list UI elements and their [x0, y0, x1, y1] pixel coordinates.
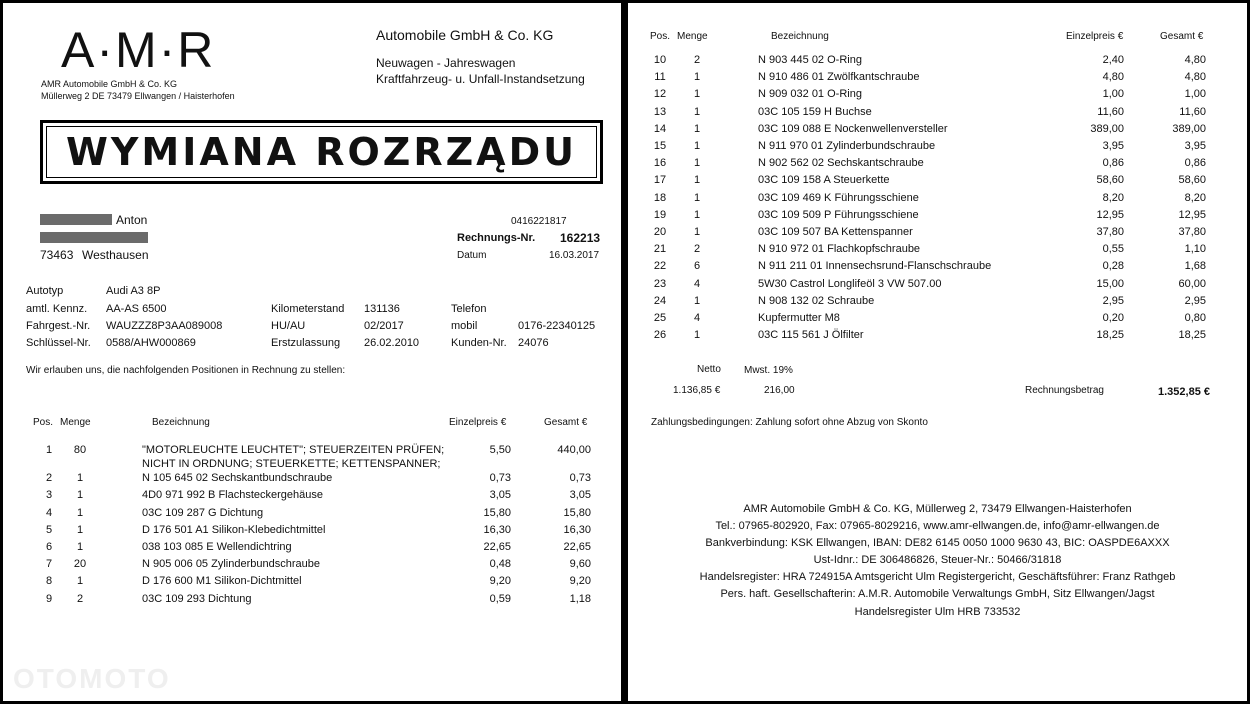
item-gesamt: 389,00	[1172, 122, 1206, 135]
table-row	[628, 174, 1247, 191]
fahrgest-value: WAUZZZ8P3AA089008	[106, 320, 223, 332]
item-bezeichnung: N 911 970 01 Zylinderbundschraube	[758, 140, 936, 152]
footer-line: Handelsregister: HRA 724915A Amtsgericht Ulm Registergericht, Geschäftsführer: Franz Rathgeb	[699, 571, 1176, 584]
footer-line: AMR Automobile GmbH & Co. KG, Müllerweg 2, 73479 Ellwangen-Haisterhofen	[743, 503, 1132, 515]
telefon-label: Telefon	[451, 303, 487, 315]
item-gesamt: 2,95	[1184, 294, 1206, 307]
item-menge: 1	[693, 140, 701, 152]
item-bezeichnung: N 911 211 01 Innensechsrund-Flanschschraube	[758, 260, 992, 273]
item-pos: 26	[653, 329, 667, 342]
table-header	[3, 417, 621, 434]
item-bezeichnung: D 176 501 A1 Silikon-Klebedichtmittel	[142, 523, 326, 536]
item-einzelpreis: 0,59	[489, 592, 511, 605]
item-menge: 80	[73, 444, 87, 456]
sender-line-1: AMR Automobile GmbH & Co. KG	[41, 79, 178, 89]
item-gesamt: 0,73	[569, 472, 591, 485]
item-gesamt: 1,10	[1184, 243, 1206, 256]
footer-line: Tel.: 07965-802920, Fax: 07965-8029216, www.amr-ellwangen.de, info@amr-ellwangen.de	[715, 520, 1160, 533]
item-menge: 1	[693, 105, 701, 118]
item-pos: 19	[653, 208, 667, 221]
customer-zip: 73463	[40, 248, 74, 262]
item-gesamt: 9,20	[569, 575, 591, 588]
item-menge: 4	[693, 277, 701, 290]
table-row	[628, 226, 1247, 243]
item-menge: 20	[73, 558, 87, 571]
footer-line: Pers. haft. Gesellschafterin: A.M.R. Automobile Verwaltungs GmbH, Sitz Ellwangen/Jagst	[720, 588, 1155, 601]
autotyp-value: Audi A3 8P	[106, 285, 161, 297]
table-row	[628, 140, 1247, 157]
item-pos: 12	[653, 88, 667, 101]
item-gesamt: 1,00	[1184, 88, 1206, 101]
customer-phone: 0416221817	[511, 216, 567, 227]
item-bezeichnung: 03C 109 293 Dichtung	[142, 592, 252, 605]
table-row	[3, 541, 621, 558]
invoice-number: 162213	[560, 231, 601, 245]
company-name: Automobile GmbH & Co. KG	[376, 27, 554, 43]
item-menge: 2	[693, 243, 701, 256]
item-pos: 8	[45, 575, 53, 588]
table-row	[628, 329, 1247, 346]
table-row	[628, 260, 1247, 277]
item-menge: 2	[76, 592, 84, 605]
netto-value: 1.136,85 €	[673, 385, 721, 396]
company-tagline-2: Kraftfahrzeug- u. Unfall-Instandsetzung	[376, 72, 585, 86]
item-menge: 1	[76, 523, 84, 536]
total-value: 1.352,85 €	[1158, 386, 1210, 398]
item-einzelpreis: 0,28	[1102, 260, 1124, 273]
item-einzelpreis: 2,40	[1102, 54, 1124, 66]
hu-value: 02/2017	[364, 320, 404, 332]
table-row	[628, 106, 1247, 123]
item-einzelpreis: 58,60	[1096, 174, 1124, 187]
footer-line: Handelsregister Ulm HRB 733532	[854, 605, 1021, 618]
table-row	[628, 88, 1247, 105]
company-footer	[628, 501, 1247, 621]
item-menge: 1	[693, 122, 701, 135]
sender-line-2: Müllerweg 2 DE 73479 Ellwangen / Haisterhofen	[41, 91, 235, 101]
item-bezeichnung: 4D0 971 992 B Flachsteckergehäuse	[142, 489, 324, 502]
item-bezeichnung: N 910 486 01 Zwölfkantschraube	[758, 71, 920, 84]
item-einzelpreis: 3,05	[489, 489, 511, 502]
item-gesamt: 37,80	[1178, 226, 1206, 238]
table-row	[3, 575, 621, 592]
item-bezeichnung: "MOTORLEUCHTE LEUCHTET"; STEUERZEITEN PRÜFEN;	[142, 444, 445, 456]
date-label: Datum	[457, 250, 487, 261]
item-menge: 1	[693, 71, 701, 84]
col-bezeichnung: Bezeichnung	[771, 31, 829, 42]
item-gesamt: 11,60	[1179, 105, 1206, 118]
item-pos: 1	[45, 444, 53, 456]
item-bezeichnung: 03C 109 158 A Steuerkette	[758, 174, 890, 187]
autotyp-label: Autotyp	[26, 285, 64, 297]
table-row	[628, 192, 1247, 209]
item-bezeichnung: N 909 032 01 O-Ring	[758, 88, 862, 101]
table-row	[3, 593, 621, 610]
item-menge: 1	[693, 191, 701, 204]
item-pos: 21	[653, 243, 667, 256]
item-menge: 6	[693, 260, 701, 273]
item-pos: 15	[653, 140, 667, 152]
item-einzelpreis: 15,80	[483, 506, 511, 519]
item-bezeichnung: D 176 600 M1 Silikon-Dichtmittel	[142, 575, 302, 588]
total-label: Rechnungsbetrag	[1025, 385, 1104, 396]
item-bezeichnung: Kupfermutter M8	[758, 312, 840, 324]
item-bezeichnung: 03C 115 561 J Ölfilter	[758, 329, 864, 342]
item-bezeichnung: NICHT IN ORDNUNG; STEUERKETTE; KETTENSPANNER;	[142, 458, 441, 470]
item-gesamt: 1,68	[1184, 260, 1206, 273]
col-einzelpreis: Einzelpreis €	[449, 417, 507, 428]
item-pos: 2	[45, 472, 53, 485]
item-gesamt: 0,86	[1184, 157, 1206, 170]
table-row	[628, 278, 1247, 295]
netto-label: Netto	[697, 364, 721, 375]
table-row	[3, 558, 621, 575]
item-pos: 10	[653, 54, 667, 66]
item-pos: 4	[45, 506, 53, 519]
item-bezeichnung: 03C 109 088 E Nockenwellenversteller	[758, 122, 948, 135]
item-einzelpreis: 1,00	[1102, 88, 1124, 101]
kennz-value: AA-AS 6500	[106, 303, 167, 315]
footer-line: Bankverbindung: KSK Ellwangen, IBAN: DE82 6145 0050 1000 9630 43, BIC: OASPDE6AXXX	[705, 537, 1170, 550]
invoice-page-right	[628, 3, 1247, 701]
item-einzelpreis: 2,95	[1102, 294, 1124, 307]
schluessel-value: 0588/AHW000869	[106, 337, 196, 349]
km-label: Kilometerstand	[271, 303, 345, 315]
item-menge: 1	[693, 226, 701, 238]
col-gesamt: Gesamt €	[544, 417, 588, 428]
item-gesamt: 22,65	[563, 541, 591, 553]
item-bezeichnung: 03C 105 159 H Buchse	[758, 105, 872, 118]
item-gesamt: 440,00	[557, 444, 591, 456]
item-einzelpreis: 5,50	[489, 444, 511, 456]
item-pos: 17	[653, 174, 667, 187]
customer-city: Westhausen	[82, 248, 149, 262]
item-bezeichnung: 038 103 085 E Wellendichtring	[142, 541, 292, 553]
table-row	[3, 524, 621, 541]
item-pos: 18	[653, 191, 667, 204]
table-row	[628, 157, 1247, 174]
table-row	[628, 123, 1247, 140]
item-einzelpreis: 4,80	[1102, 71, 1124, 84]
footer-line: Ust-Idnr.: DE 306486826, Steuer-Nr.: 50466/31818	[813, 554, 1062, 567]
table-header	[628, 31, 1247, 48]
col-gesamt: Gesamt €	[1160, 31, 1204, 42]
item-bezeichnung: 03C 109 287 G Dichtung	[142, 506, 264, 519]
kunden-nr-value: 24076	[518, 337, 549, 349]
item-gesamt: 18,25	[1178, 329, 1206, 342]
item-einzelpreis: 389,00	[1090, 122, 1124, 135]
item-bezeichnung: N 910 972 01 Flachkopfschraube	[758, 243, 921, 256]
item-pos: 6	[45, 541, 53, 553]
item-gesamt: 4,80	[1184, 71, 1206, 84]
mwst-value: 216,00	[764, 385, 795, 396]
item-bezeichnung: N 105 645 02 Sechskantbundschraube	[142, 472, 333, 485]
item-menge: 1	[76, 472, 84, 485]
title-banner	[40, 120, 603, 184]
item-gesamt: 60,00	[1178, 277, 1206, 290]
col-einzelpreis: Einzelpreis €	[1066, 31, 1124, 42]
km-value: 131136	[364, 303, 400, 315]
table-row	[3, 507, 621, 524]
item-bezeichnung: N 908 132 02 Schraube	[758, 294, 875, 307]
item-menge: 1	[693, 208, 701, 221]
item-einzelpreis: 18,25	[1096, 329, 1124, 342]
title-banner-text: WYMIANA ROZRZĄDU	[66, 130, 577, 174]
item-gesamt: 8,20	[1184, 191, 1206, 204]
table-row	[628, 295, 1247, 312]
table-row	[3, 472, 621, 489]
item-pos: 24	[653, 294, 667, 307]
kennz-label: amtl. Kennz.	[26, 303, 88, 315]
item-einzelpreis: 22,65	[483, 541, 511, 553]
item-pos: 20	[653, 226, 667, 238]
item-bezeichnung: 5W30 Castrol Longlifeöl 3 VW 507.00	[758, 277, 942, 290]
item-einzelpreis: 8,20	[1102, 191, 1124, 204]
mobil-value: 0176-22340125	[518, 320, 596, 332]
table-row	[628, 209, 1247, 226]
item-einzelpreis: 9,20	[489, 575, 511, 588]
schluessel-label: Schlüssel-Nr.	[26, 337, 91, 349]
item-pos: 14	[653, 122, 667, 135]
ez-value: 26.02.2010	[364, 337, 420, 349]
item-einzelpreis: 12,95	[1096, 208, 1124, 221]
item-einzelpreis: 0,55	[1102, 243, 1124, 256]
item-bezeichnung: 03C 109 507 BA Kettenspanner	[758, 226, 913, 238]
item-bezeichnung: 03C 109 469 K Führungsschiene	[758, 191, 919, 204]
item-gesamt: 3,95	[1184, 140, 1206, 152]
item-bezeichnung: 03C 109 509 P Führungsschiene	[758, 208, 919, 221]
item-einzelpreis: 37,80	[1096, 226, 1124, 238]
item-gesamt: 15,80	[563, 506, 591, 519]
item-einzelpreis: 0,86	[1102, 157, 1124, 170]
item-gesamt: 1,18	[569, 592, 591, 605]
company-tagline-1: Neuwagen - Jahreswagen	[376, 56, 516, 70]
item-bezeichnung: N 905 006 05 Zylinderbundschraube	[142, 558, 320, 571]
redacted-street	[40, 232, 148, 243]
item-gesamt: 58,60	[1178, 174, 1206, 187]
intro-text: Wir erlauben uns, die nachfolgenden Positionen in Rechnung zu stellen:	[26, 365, 346, 376]
table-row	[628, 54, 1247, 71]
col-menge: Menge	[677, 31, 708, 42]
item-einzelpreis: 0,20	[1102, 312, 1124, 324]
kunden-nr-label: Kunden-Nr.	[451, 337, 507, 349]
hu-label: HU/AU	[271, 320, 306, 332]
redacted-surname	[40, 214, 112, 225]
item-pos: 11	[654, 71, 666, 84]
item-menge: 1	[76, 575, 84, 588]
item-pos: 5	[45, 523, 53, 536]
fahrgest-label: Fahrgest.-Nr.	[26, 320, 91, 332]
item-gesamt: 4,80	[1184, 54, 1206, 66]
company-logo: A·M·R	[61, 22, 216, 78]
item-pos: 22	[653, 260, 667, 273]
item-einzelpreis: 11,60	[1097, 105, 1124, 118]
item-menge: 1	[76, 541, 84, 553]
item-gesamt: 9,60	[569, 558, 591, 571]
item-pos: 16	[653, 157, 667, 170]
item-menge: 1	[693, 88, 701, 101]
item-menge: 4	[693, 312, 701, 324]
item-pos: 23	[653, 277, 667, 290]
item-menge: 1	[693, 157, 701, 170]
invoice-page-left	[3, 3, 621, 701]
item-menge: 1	[693, 174, 701, 187]
item-gesamt: 12,95	[1178, 208, 1206, 221]
item-einzelpreis: 0,48	[489, 558, 511, 571]
table-row	[3, 489, 621, 506]
item-gesamt: 3,05	[569, 489, 591, 502]
invoice-number-label: Rechnungs-Nr.	[457, 232, 536, 244]
col-bezeichnung: Bezeichnung	[152, 417, 210, 428]
item-einzelpreis: 0,73	[489, 472, 511, 485]
item-menge: 1	[76, 506, 84, 519]
item-pos: 7	[45, 558, 53, 571]
item-pos: 3	[45, 489, 53, 502]
item-einzelpreis: 3,95	[1102, 140, 1124, 152]
item-pos: 13	[653, 105, 667, 118]
item-menge: 1	[693, 329, 701, 342]
col-pos: Pos.	[650, 31, 671, 42]
customer-name: Anton	[116, 213, 148, 227]
col-pos: Pos.	[33, 417, 54, 428]
item-gesamt: 16,30	[563, 523, 591, 536]
item-pos: 9	[45, 592, 53, 605]
item-pos: 25	[653, 312, 667, 324]
watermark: OTOMOTO	[13, 663, 171, 694]
ez-label: Erstzulassung	[271, 337, 341, 349]
item-einzelpreis: 15,00	[1096, 277, 1124, 290]
item-bezeichnung: N 902 562 02 Sechskantschraube	[758, 157, 924, 170]
table-row	[628, 243, 1247, 260]
item-menge: 1	[693, 294, 701, 307]
item-bezeichnung: N 903 445 02 O-Ring	[758, 54, 862, 66]
item-menge: 2	[693, 54, 701, 66]
payment-terms: Zahlungsbedingungen: Zahlung sofort ohne Abzug von Skonto	[651, 417, 928, 428]
mwst-label: Mwst. 19%	[744, 365, 793, 376]
col-menge: Menge	[60, 417, 91, 428]
invoice-date: 16.03.2017	[549, 250, 600, 261]
item-menge: 1	[76, 489, 84, 502]
mobil-label: mobil	[451, 320, 478, 332]
item-einzelpreis: 16,30	[483, 523, 511, 536]
table-row	[628, 312, 1247, 329]
item-gesamt: 0,80	[1184, 312, 1206, 324]
table-row	[628, 71, 1247, 88]
